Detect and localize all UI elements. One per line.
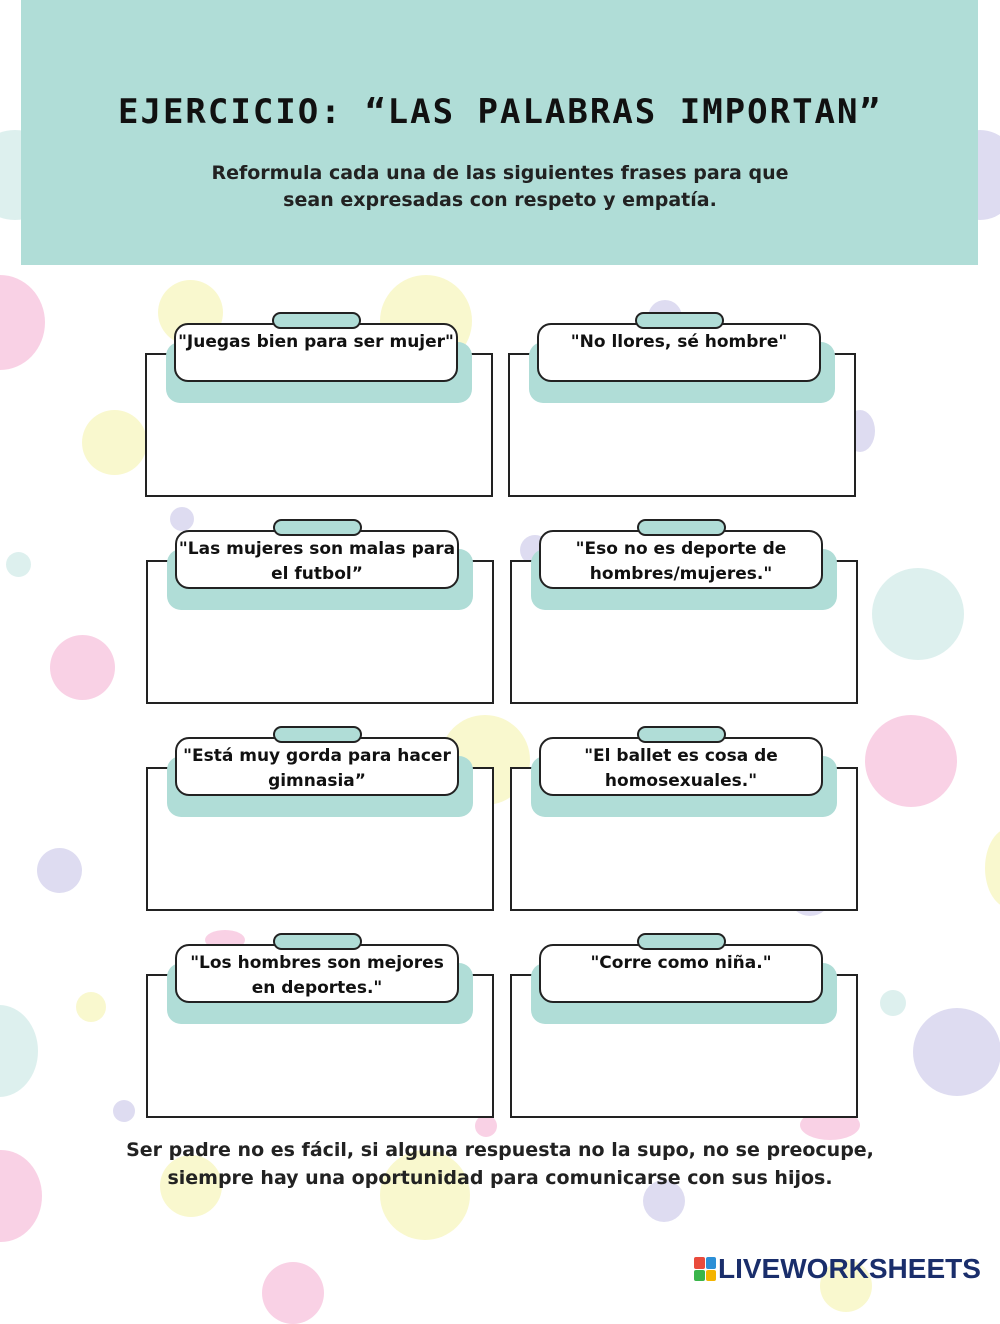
phrase-card [146,528,496,738]
decorative-dot [913,1008,1000,1096]
decorative-dot [262,1262,324,1324]
answer-field[interactable] [520,820,844,898]
decorative-dot [113,1100,135,1122]
phrase-card [510,528,860,738]
phrase-card [510,735,860,945]
header-banner [21,0,978,265]
decorative-dot [872,568,964,660]
footer-note: Ser padre no es fácil, si alguna respuesta no la supo, no se preocupe, siempre hay una oportunidad para comunicarse con sus hijos. [126,1139,874,1189]
label-tab [273,933,362,950]
label-tab [637,933,726,950]
liveworksheets-logo-icon [694,1257,716,1281]
label-tab [273,726,362,743]
phrase-card [510,942,860,1152]
answer-field[interactable] [518,406,842,484]
decorative-dot [76,992,106,1022]
decorative-dot [82,410,147,475]
decorative-dot [0,275,45,370]
phrase-label: "No llores, sé hombre" [537,323,821,382]
label-tab [272,312,361,329]
label-tab [273,519,362,536]
decorative-dot [6,552,31,577]
decorative-dot [0,1150,42,1242]
phrase-label: "Los hombres son mejores en deportes." [175,944,459,1003]
answer-field[interactable] [520,1027,844,1105]
phrase-label: "Eso no es deporte de hombres/mujeres." [539,530,823,589]
decorative-dot [880,990,906,1016]
page-title: EJERCICIO: “LAS PALABRAS IMPORTAN” [118,92,882,132]
phrase-label: "El ballet es cosa de homosexuales." [539,737,823,796]
decorative-dot [37,848,82,893]
answer-field[interactable] [156,820,480,898]
phrase-card [145,321,495,531]
answer-field[interactable] [156,1027,480,1105]
phrase-card [508,321,858,531]
phrase-card [146,735,496,945]
answer-field[interactable] [520,613,844,691]
answer-field[interactable] [155,406,479,484]
answer-field[interactable] [156,613,480,691]
phrase-label: "Está muy gorda para hacer gimnasia” [175,737,459,796]
liveworksheets-logo[interactable] [694,1254,981,1284]
decorative-dot [865,715,957,807]
label-tab [637,726,726,743]
instructions: Reformula cada una de las siguientes frases para que sean expresadas con respeto y empatía. [211,162,789,211]
phrase-label: "Las mujeres son malas para el futbol” [175,530,459,589]
decorative-dot [0,1005,38,1097]
decorative-dot [50,635,115,700]
phrase-label: "Juegas bien para ser mujer" [174,323,458,382]
phrase-card [146,942,496,1152]
label-tab [637,519,726,536]
decorative-dot [985,828,1000,908]
label-tab [635,312,724,329]
phrase-label: "Corre como niña." [539,944,823,1003]
logo-text: LIVEWORKSHEETS [718,1253,981,1284]
